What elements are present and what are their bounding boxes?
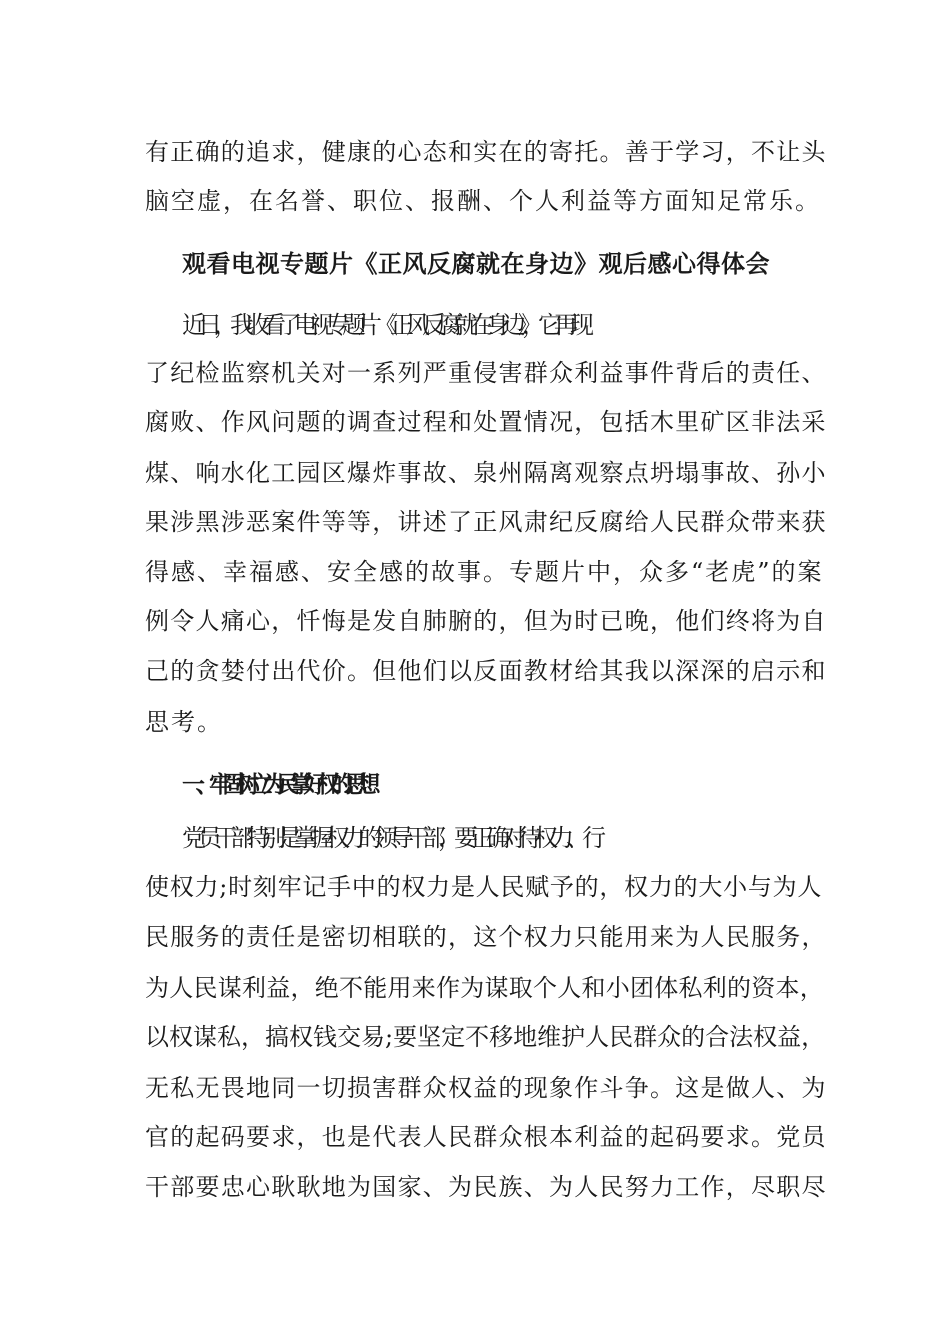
paragraph-line: 例令人痛心，忏悔是发自肺腑的，但为时已晚，他们终将为自	[145, 607, 827, 635]
paragraph-line: 使权力;时刻牢记手中的权力是人民赋予的，权力的大小与为人	[145, 873, 823, 901]
paragraph-line: 己的贪婪付出代价。但他们以反面教材给其我以深深的启示和	[145, 657, 827, 685]
paragraph-line: 思考。	[145, 708, 223, 736]
paragraph-line: 为人民谋利益，绝不能用来作为谋取个人和小团体私利的资本，	[145, 974, 824, 1002]
paragraph-line: 果涉黑涉恶案件等等，讲述了正风肃纪反腐给人民群众带来获	[145, 508, 827, 536]
paragraph-line: 有正确的追求，健康的心态和实在的寄托。善于学习，不让头	[145, 138, 827, 166]
section-heading: 一、牢固树立为民掌好权的思想	[182, 772, 371, 798]
paragraph-line: 官的起码要求，也是代表人民群众根本利益的起码要求。党员	[145, 1123, 827, 1151]
paragraph-line: 干部要忠心耿耿地为国家、为民族、为人民努力工作，尽职尽	[145, 1173, 827, 1201]
paragraph-line: 近日，我收看了电视专题片《正风反腐就在身边》，它再现	[182, 311, 586, 339]
paragraph-line: 民服务的责任是密切相联的，这个权力只能用来为人民服务，	[145, 923, 827, 951]
paragraph-line: 以权谋私，搞权钱交易;要坚定不移地维护人民群众的合法权益，	[145, 1023, 826, 1051]
paragraph-line: 腐败、作风问题的调查过程和处置情况，包括木里矿区非法采	[145, 408, 827, 436]
paragraph-line: 脑空虚，在名誉、职位、报酬、个人利益等方面知足常乐。	[145, 187, 821, 215]
paragraph-line: 得感、幸福感、安全感的故事。专题片中，众多“老虎”的案	[145, 558, 824, 586]
article-title: 观看电视专题片《正风反腐就在身边》观后感心得体会	[182, 250, 770, 278]
paragraph-line: 煤、响水化工园区爆炸事故、泉州隔离观察点坍塌事故、孙小	[145, 459, 827, 487]
paragraph-line: 无私无畏地同一切损害群众权益的现象作斗争。这是做人、为	[145, 1074, 827, 1102]
paragraph-line: 了纪检监察机关对一系列严重侵害群众利益事件背后的责任、	[145, 359, 827, 387]
paragraph-line: 党员干部特别是掌握权力的领导干部，要正确对待权力、行	[182, 824, 598, 852]
